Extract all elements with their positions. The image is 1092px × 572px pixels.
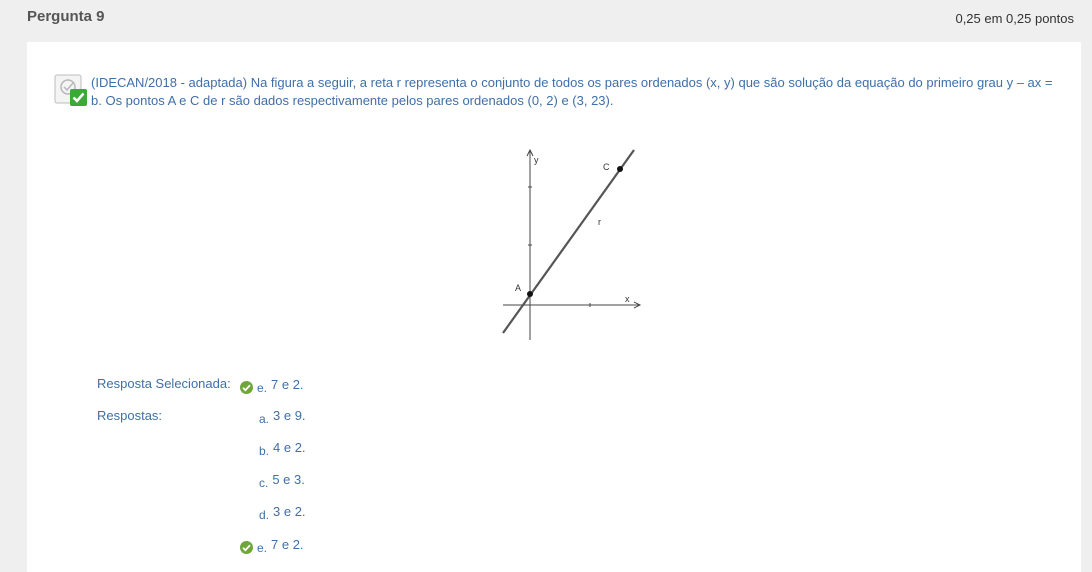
question-header (0, 0, 1092, 40)
selected-answer: e. 7 e 2. (240, 376, 304, 392)
check-icon (240, 541, 253, 554)
question-title: Pergunta 9 (27, 8, 105, 25)
point-c-label: C (603, 162, 610, 172)
check-icon (240, 381, 253, 394)
selected-answer-label: Resposta Selecionada: (97, 376, 231, 391)
answer-option-e: e. 7 e 2. (240, 536, 304, 552)
correct-status-icon (54, 73, 88, 107)
answer-option-c: c. 5 e 3. (259, 472, 305, 490)
question-points: 0,25 em 0,25 pontos (955, 11, 1074, 26)
answer-option-d: d. 3 e 2. (259, 504, 306, 522)
line-graph-figure (500, 145, 645, 345)
responses-label: Respostas: (97, 408, 163, 423)
line-r-label: r (598, 217, 601, 227)
y-axis-label: y (534, 155, 539, 165)
answer-option-a: a. 3 e 9. (259, 408, 306, 426)
answer-option-b: b. 4 e 2. (259, 440, 306, 458)
question-text: (IDECAN/2018 - adaptada) Na figura a seguir, a reta r representa o conjunto de todos os pares ordenados (x, y) que são solução da equação do primeiro grau y – ax = b. Os pontos A e C de r são dados respectivamente pelos pares ordenados (0, 2) e (3, 23). (91, 75, 1053, 108)
x-axis-label: x (625, 294, 630, 304)
point-a-label: A (515, 283, 522, 293)
